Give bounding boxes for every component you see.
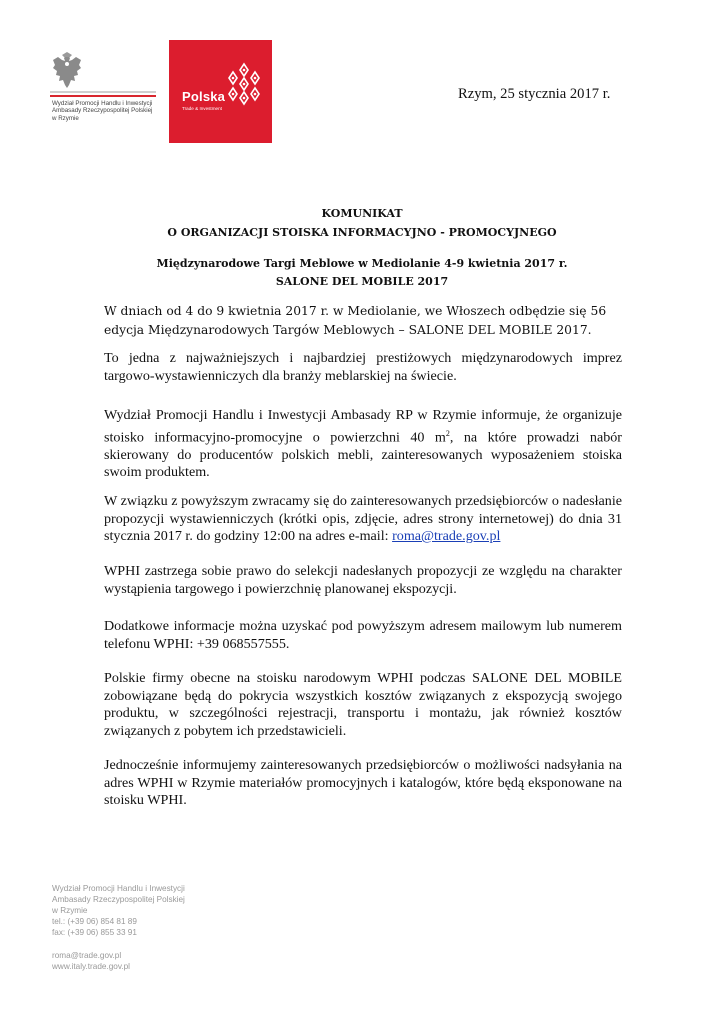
title-komunikat: KOMUNIKAT xyxy=(321,207,403,220)
event-title: Międzynarodowe Targi Meblowe w Mediolanie 4-9 kwietnia 2017 r. xyxy=(156,257,568,270)
logo-subtitle: Trade & Investment xyxy=(182,106,222,111)
title-subject: O ORGANIZACJI STOISKA INFORMACYJNO - PROMOCYJNEGO xyxy=(167,226,557,239)
paragraph-event-dates: W dniach od 4 do 9 kwietnia 2017 r. w Mediolanie, we Włoszech odbędzie się 56 edycja Międzynarodowych Targów Meblowych – SALONE DEL MOBILE 2017. xyxy=(104,304,607,337)
footer-line: Wydział Promocji Handlu i Inwestycji xyxy=(52,884,185,893)
paragraph-text: W związku z powyższym zwracamy się do zainteresowanych przedsiębiorców o nadesłanie propozycji wystawienniczych (krótki opis, zdjęcie, adres strony internetowej) do dnia 31 stycznia 2017 r. do godziny 12:00 na adres e-mail: xyxy=(104,493,622,544)
email-link[interactable]: roma@trade.gov.pl xyxy=(392,528,501,544)
star-pattern-icon xyxy=(223,60,265,108)
paragraph-stand-organization xyxy=(104,407,622,482)
footer-contact xyxy=(52,883,252,972)
org-line: Ambasady Rzeczypospolitej Polskiej xyxy=(52,107,153,115)
footer-line: w Rzymie xyxy=(52,906,88,915)
superscript: 2 xyxy=(445,428,450,438)
footer-fax: fax: (+39 06) 855 33 91 xyxy=(52,928,137,937)
logo-wordmark: Polska xyxy=(182,89,226,104)
header-rule-red xyxy=(50,95,156,97)
paragraph-promo-materials: Jednocześnie informujemy zainteresowanych przedsiębiorców o możliwości nadsyłania na adres WPHI w Rzymie materiałów promocyjnych i katalogów, które będą eksponowane na stoisku WPHI. xyxy=(104,757,622,808)
paragraph-event-importance: To jedna z najważniejszych i najbardziej prestiżowych międzynarodowych imprez targowo-wystawienniczych dla branży meblarskiej na świecie. xyxy=(104,350,622,384)
paragraph-text: Wydział Promocji Handlu i Inwestycji Ambasady RP w Rzymie informuje, że organizuje stoisko informacyjno-promocyjne o powierzchni 40 m xyxy=(104,407,622,446)
event-name: SALONE DEL MOBILE 2017 xyxy=(275,275,449,288)
footer-website[interactable]: www.italy.trade.gov.pl xyxy=(52,962,130,971)
footer-email[interactable]: roma@trade.gov.pl xyxy=(52,951,122,960)
polska-trade-investment-logo xyxy=(169,40,272,143)
footer-tel: tel.: (+39 06) 854 81 89 xyxy=(52,917,137,926)
polish-eagle-emblem-icon xyxy=(50,52,84,90)
org-line: w Rzymie xyxy=(52,114,79,122)
org-line: Wydział Promocji Handlu i Inwestycji xyxy=(52,100,153,107)
footer-line: Ambasady Rzeczypospolitej Polskiej xyxy=(52,895,185,904)
organization-name xyxy=(52,100,172,122)
paragraph-contact-info: Dodatkowe informacje można uzyskać pod powyższym adresem mailowym lub numerem telefonu WPHI: +39 068557555. xyxy=(104,618,622,652)
paragraph-text: , na które prowadzi nabór skierowany do producentów polskich mebli, zainteresowanych wyposażeniem stoiska swoim produktem. xyxy=(104,429,622,481)
paragraph-selection-rights: WPHI zastrzega sobie prawo do selekcji nadesłanych propozycji ze względu na charakter wystąpienia targowego i powierzchnię planowanej ekspozycji. xyxy=(104,563,622,597)
paragraph-costs: Polskie firmy obecne na stoisku narodowym WPHI podczas SALONE DEL MOBILE zobowiązane będą do pokrycia wszystkich kosztów związanych z ekspozycją swojego produktu, w szczególności rejestracji, transportu i montażu, jak również kosztów związanych z pobytem ich przedstawicieli. xyxy=(104,670,622,739)
document-date: Rzym, 25 stycznia 2017 r. xyxy=(458,86,611,102)
header-rule-gray xyxy=(50,91,156,93)
paragraph-submission-request xyxy=(104,493,622,546)
